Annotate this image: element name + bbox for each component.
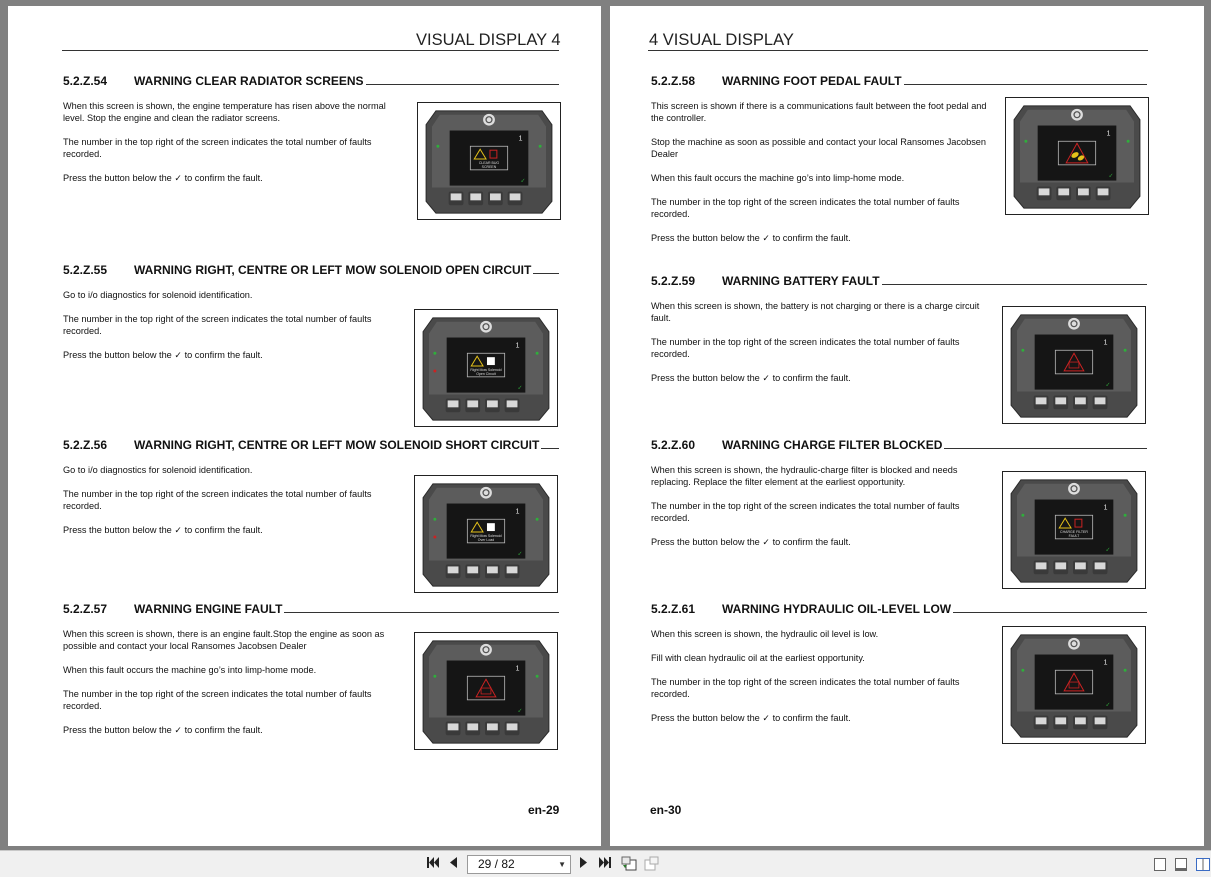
viewer-toolbar — [0, 850, 1211, 877]
section-number: 5.2.Z.61 — [651, 602, 696, 616]
right-page — [610, 6, 1204, 846]
warning-text: FAULT — [1068, 533, 1080, 538]
paragraph: The number in the top right of the screen indicates the total number of faults recorded. — [63, 489, 372, 511]
fault-count: 1 — [515, 342, 520, 350]
next-view-icon[interactable] — [643, 856, 660, 873]
soft-key-face — [1095, 562, 1106, 569]
status-led — [433, 675, 436, 678]
soft-key-face — [1055, 562, 1066, 569]
next-page-icon[interactable] — [577, 856, 591, 873]
soft-key-face — [1095, 717, 1106, 724]
paragraph: When this fault occurs the machine go’s into limp-home mode. — [651, 173, 905, 183]
display-unit — [1006, 98, 1148, 214]
paragraph: This screen is shown if there is a communications fault between the foot pedal and the controller. — [651, 101, 987, 123]
section-number: 5.2.Z.60 — [651, 438, 696, 452]
logo-icon — [483, 114, 495, 126]
soft-key-face — [1055, 397, 1066, 404]
last-page-icon[interactable] — [597, 856, 613, 873]
section-5-2-z-61 — [651, 602, 1147, 762]
soft-key-face — [1039, 188, 1050, 195]
status-led — [436, 145, 439, 148]
display-screen — [447, 338, 526, 393]
soft-key-face — [487, 566, 498, 573]
section-heading — [651, 74, 1147, 88]
paragraph: When this fault occurs the machine go’s into limp-home mode. — [63, 665, 317, 675]
paragraph: When this screen is shown, the hydraulic-charge filter is blocked and needs replacing. Replace the filter element at the earliest opportunity. — [651, 465, 958, 487]
soft-key-face — [1036, 562, 1047, 569]
status-led — [1021, 669, 1024, 672]
display-unit — [418, 103, 560, 219]
confirm-check-icon: ✓ — [1105, 702, 1111, 709]
section-body — [651, 628, 999, 736]
heading-rule — [541, 438, 559, 449]
section-body — [63, 464, 409, 548]
warning-text: CHARGE FILTER — [1060, 529, 1088, 534]
soft-key-face — [1098, 188, 1109, 195]
paragraph: Go to i/o diagnostics for solenoid identification. — [63, 290, 253, 300]
paragraph: Press the button below the ✓ to confirm the fault. — [63, 173, 263, 183]
status-led — [536, 675, 539, 678]
section-5-2-z-55 — [63, 263, 559, 433]
confirm-check-icon: ✓ — [517, 551, 523, 558]
heading-rule — [882, 274, 1147, 285]
soft-key-face — [470, 193, 481, 200]
left-page — [8, 6, 601, 846]
paragraph: The number in the top right of the screen indicates the total number of faults recorded. — [651, 501, 960, 523]
paragraph: When this screen is shown, the hydraulic oil level is low. — [651, 629, 879, 639]
heading-rule — [284, 602, 559, 613]
paragraph: Press the button below the ✓ to confirm the fault. — [651, 713, 851, 723]
page-field-value: 29 / 82 — [478, 857, 515, 871]
section-number: 5.2.Z.56 — [63, 438, 108, 452]
status-led — [1124, 514, 1127, 517]
paragraph: Go to i/o diagnostics for solenoid identification. — [63, 465, 253, 475]
soft-key-face — [448, 400, 459, 407]
section-title: WARNING CHARGE FILTER BLOCKED — [722, 438, 943, 452]
warning-text: Right Mow Solenoid — [470, 367, 502, 372]
display-unit — [1003, 627, 1145, 743]
display-unit — [1003, 472, 1145, 588]
solenoid-icon — [487, 357, 495, 365]
section-5-2-z-60 — [651, 438, 1147, 603]
heading-rule — [904, 74, 1147, 85]
warning-text: CLEAR BUG — [478, 160, 500, 165]
display-figure — [417, 102, 561, 220]
soft-key-face — [1075, 562, 1086, 569]
section-heading — [63, 74, 559, 88]
section-heading — [63, 263, 559, 277]
paragraph: When this screen is shown, the engine temperature has risen above the normal level. Stop the engine and clean the radiator screens. — [63, 101, 386, 123]
status-led — [1021, 514, 1024, 517]
confirm-check-icon: ✓ — [1105, 382, 1111, 389]
running-head: 4 VISUAL DISPLAY — [649, 31, 794, 49]
confirm-check-icon: ✓ — [520, 178, 526, 185]
section-5-2-z-58 — [651, 74, 1147, 243]
soft-key-face — [1036, 717, 1047, 724]
logo-icon — [1068, 318, 1080, 330]
display-screen — [447, 504, 526, 559]
section-body — [63, 628, 409, 748]
status-led — [1127, 140, 1130, 143]
display-unit — [415, 310, 557, 426]
soft-key-face — [490, 193, 501, 200]
soft-key-face — [507, 723, 518, 730]
display-figure — [414, 309, 558, 427]
heading-rule — [366, 74, 559, 85]
running-head: VISUAL DISPLAY 4 — [416, 31, 561, 49]
status-led — [433, 518, 436, 521]
paragraph: The number in the top right of the screen indicates the total number of faults recorded. — [63, 314, 372, 336]
paragraph: Press the button below the ✓ to confirm the fault. — [651, 537, 851, 547]
logo-icon — [1068, 638, 1080, 650]
solenoid-icon — [487, 523, 495, 531]
display-figure — [1002, 626, 1146, 744]
section-heading — [63, 438, 559, 452]
confirm-check-icon: ✓ — [1105, 547, 1111, 554]
header-rule — [62, 50, 559, 51]
soft-key-face — [507, 566, 518, 573]
status-led — [433, 535, 436, 538]
display-unit — [415, 476, 557, 592]
section-title: WARNING ENGINE FAULT — [134, 602, 283, 616]
heading-rule — [953, 602, 1147, 613]
status-led — [1021, 349, 1024, 352]
section-heading — [651, 274, 1147, 288]
soft-key-face — [467, 400, 478, 407]
display-figure — [1005, 97, 1149, 215]
prev-view-icon[interactable] — [620, 856, 637, 873]
logo-icon — [480, 321, 492, 333]
warning-text: Right Mow Solenoid — [470, 533, 502, 538]
paragraph: When this screen is shown, there is an engine fault.Stop the engine as soon as possible and contact your local Ransomes Jacobsen Dealer — [63, 629, 385, 651]
warning-text: SCREEN — [481, 164, 497, 169]
section-body — [63, 100, 409, 196]
confirm-check-icon: ✓ — [1108, 173, 1114, 180]
soft-key-face — [510, 193, 521, 200]
section-body — [63, 289, 409, 373]
section-body — [651, 300, 999, 396]
heading-rule — [944, 438, 1147, 449]
section-5-2-z-59 — [651, 274, 1147, 434]
paragraph: When this screen is shown, the battery is not charging or there is a charge circuit fault. — [651, 301, 980, 323]
header-rule — [648, 50, 1148, 51]
section-number: 5.2.Z.57 — [63, 602, 108, 616]
soft-key-face — [1095, 397, 1106, 404]
prev-page-icon[interactable] — [446, 856, 460, 873]
section-number: 5.2.Z.58 — [651, 74, 696, 88]
confirm-check-icon: ✓ — [517, 385, 523, 392]
logo-icon — [1068, 483, 1080, 495]
soft-key-face — [448, 566, 459, 573]
section-number: 5.2.Z.55 — [63, 263, 108, 277]
paragraph: The number in the top right of the screen indicates the total number of faults recorded. — [651, 677, 960, 699]
paragraph: Press the button below the ✓ to confirm the fault. — [651, 373, 851, 383]
confirm-check-icon: ✓ — [517, 708, 523, 715]
section-5-2-z-54 — [63, 74, 559, 234]
paragraph: Fill with clean hydraulic oil at the earliest opportunity. — [651, 653, 865, 663]
heading-rule — [533, 263, 559, 274]
paragraph: The number in the top right of the screen indicates the total number of faults recorded. — [651, 197, 960, 219]
status-led — [536, 352, 539, 355]
paragraph: The number in the top right of the screen indicates the total number of faults recorded. — [63, 689, 372, 711]
fault-count: 1 — [1103, 659, 1108, 667]
display-figure — [414, 632, 558, 750]
display-unit — [1003, 307, 1145, 423]
display-figure — [414, 475, 558, 593]
logo-icon — [480, 487, 492, 499]
soft-key-face — [1055, 717, 1066, 724]
soft-key-face — [507, 400, 518, 407]
page-number-field[interactable] — [467, 855, 571, 874]
display-screen — [450, 131, 529, 186]
paragraph: Stop the machine as soon as possible and contact your local Ransomes Jacobsen Dealer — [651, 137, 987, 159]
section-heading — [651, 438, 1147, 452]
fault-count: 1 — [1106, 130, 1111, 138]
section-title: WARNING RIGHT, CENTRE OR LEFT MOW SOLENOID SHORT CIRCUIT — [134, 438, 540, 452]
paragraph: The number in the top right of the screen indicates the total number of faults recorded. — [63, 137, 372, 159]
logo-icon — [1071, 109, 1083, 121]
soft-key-face — [1075, 397, 1086, 404]
fault-count: 1 — [515, 508, 520, 516]
soft-key-face — [1036, 397, 1047, 404]
page-number: en-29 — [528, 803, 560, 817]
status-led — [536, 518, 539, 521]
status-led — [539, 145, 542, 148]
warning-text: Open Circuit — [476, 371, 496, 376]
fault-count: 1 — [1103, 504, 1108, 512]
soft-key-face — [1058, 188, 1069, 195]
soft-key-face — [451, 193, 462, 200]
soft-key-face — [487, 400, 498, 407]
paragraph: Press the button below the ✓ to confirm the fault. — [651, 233, 851, 243]
fault-count: 1 — [518, 135, 523, 143]
status-led — [1124, 349, 1127, 352]
display-unit — [415, 633, 557, 749]
page-number: en-30 — [650, 803, 682, 817]
section-5-2-z-57 — [63, 602, 559, 762]
two-page-view-icon[interactable] — [1196, 858, 1210, 871]
section-number: 5.2.Z.59 — [651, 274, 696, 288]
section-title: WARNING CLEAR RADIATOR SCREENS — [134, 74, 364, 88]
section-5-2-z-56 — [63, 438, 559, 603]
soft-key-face — [487, 723, 498, 730]
section-heading — [651, 602, 1147, 616]
section-title: WARNING FOOT PEDAL FAULT — [722, 74, 902, 88]
paragraph: Press the button below the ✓ to confirm the fault. — [63, 525, 263, 535]
status-led — [1124, 669, 1127, 672]
display-figure — [1002, 471, 1146, 589]
section-number: 5.2.Z.54 — [63, 74, 108, 88]
display-figure — [1002, 306, 1146, 424]
fault-count: 1 — [515, 665, 520, 673]
soft-key-face — [467, 723, 478, 730]
paragraph: Press the button below the ✓ to confirm the fault. — [63, 725, 263, 735]
chevron-down-icon[interactable]: ▼ — [558, 860, 566, 869]
single-page-view-icon[interactable] — [1154, 858, 1166, 871]
first-page-icon[interactable] — [425, 856, 441, 873]
section-title: WARNING HYDRAULIC OIL-LEVEL LOW — [722, 602, 952, 616]
paragraph: Press the button below the ✓ to confirm the fault. — [63, 350, 263, 360]
soft-key-face — [448, 723, 459, 730]
display-screen — [1035, 500, 1114, 555]
soft-key-face — [467, 566, 478, 573]
section-body — [651, 100, 999, 256]
section-body — [651, 464, 999, 560]
section-heading — [63, 602, 559, 616]
soft-key-face — [1078, 188, 1089, 195]
status-led — [1024, 140, 1027, 143]
warning-text: Over Load — [477, 537, 495, 542]
paragraph: The number in the top right of the screen indicates the total number of faults recorded. — [651, 337, 960, 359]
continuous-view-icon[interactable] — [1175, 858, 1187, 871]
status-led — [433, 352, 436, 355]
section-title: WARNING BATTERY FAULT — [722, 274, 880, 288]
logo-icon — [480, 644, 492, 656]
soft-key-face — [1075, 717, 1086, 724]
fault-count: 1 — [1103, 339, 1108, 347]
status-led — [433, 369, 436, 372]
section-title: WARNING RIGHT, CENTRE OR LEFT MOW SOLENOID OPEN CIRCUIT — [134, 263, 532, 277]
